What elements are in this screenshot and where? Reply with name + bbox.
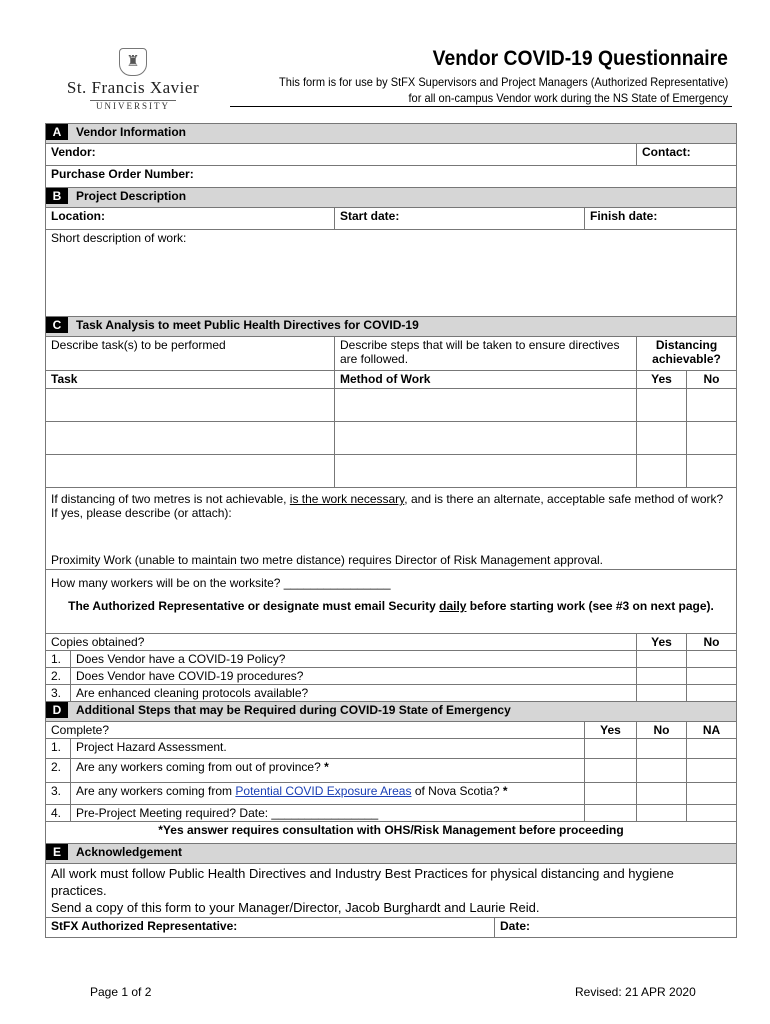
crest-icon: ♜ [119,48,147,76]
page-subtitle: This form is for use by StFX Supervisors and Project Managers (Authorized Representative) for all on-campus Vendor work during the NS State of Emergency [278,75,728,105]
section-b-header: B Project Description [46,188,737,208]
logo-name: St. Francis Xavier [66,78,200,97]
complete-label: Complete? [46,722,585,739]
additional-step-item: 4. Pre-Project Meeting required? Date: ________________ [46,805,737,822]
date-field[interactable]: Date: [495,918,737,938]
authorized-rep-field[interactable]: StFX Authorized Representative: [46,918,495,938]
start-date-field[interactable]: Start date: [335,208,585,230]
short-description-field[interactable]: Short description of work: [46,230,737,317]
distancing-label: Distancing achievable? [637,337,737,371]
copies-item: 3. Are enhanced cleaning protocols available? [46,685,737,702]
location-field[interactable]: Location: [46,208,335,230]
section-c-header: C Task Analysis to meet Public Health Directives for COVID-19 [46,317,737,337]
exposure-areas-link[interactable]: Potential COVID Exposure Areas [235,784,412,798]
method-header: Method of Work [335,371,637,389]
describe-tasks-label: Describe task(s) to be performed [46,337,335,371]
questionnaire-form: A Vendor Information Vendor: Contact: Purchase Order Number: B Project Description Location: Start date: Finish date: Short description of work: C Task Analysis to meet Public Health Directives for COVID-19 Describe task(s) to be performed Describe steps that will be taken to ensure directives are followed. Distancing achievable? Task Method of Work Yes No If distancing of two metres is not achievable, is the work necessary, and is there an alternate, acceptable safe method of work? If yes, please describe (or attach): Proximity Work (unable to maintain two metre distance) requires Director of Risk Management approval. How many workers will be on the worksite? ________________ The Authorized Representative or designate must email Security daily before starting work (see #3 on next page). Copies obtained? Yes No 1. Does Vendor have a COVID-19 Policy? 2. Does Vendor have COVID-19 procedures? 3. Are enhanced cleaning protocols available? D Additional Steps that may be Required during COVID-19 State of Emergency Complete? Yes No NA 1. Project Hazard Assessment. 2. Are any workers coming from out of province? * 3. Are any workers coming from Potential COVID Exposure Areas of Nova Scotia? * 4. Pre-Project Meeting required? Date: ________________ *Yes answer requires consultation with OHS/Risk Management before proceeding E Acknowledgement All work must follow Public Health Directives and Industry Best Practices for physical distancing and hygiene practices. Send a copy of this form to your Manager/Director, Jacob Burghardt and Laurie Reid. StFX Authorized Representative: Date: [45,123,737,938]
copies-label: Copies obtained? [46,634,637,651]
copies-item: 1. Does Vendor have a COVID-19 Policy? [46,651,737,668]
po-number-field[interactable]: Purchase Order Number: [46,166,737,188]
task-header: Task [46,371,335,389]
distancing-alternative-field[interactable]: If distancing of two metres is not achievable, is the work necessary, and is there an alternate, acceptable safe method of work? If yes, please describe (or attach): Proximity Work (unable to maintain two metre distance) requires Director of Risk Management approval. [46,488,737,570]
additional-step-item: 3. Are any workers coming from Potential COVID Exposure Areas of Nova Scotia? * [46,783,737,805]
proximity-note: Proximity Work (unable to maintain two metre distance) requires Director of Risk Management approval. [51,553,603,567]
page-number: Page 1 of 2 [90,985,152,999]
stfx-logo [58,48,208,112]
logo-university: UNIVERSITY [90,100,176,111]
task-row [46,455,737,488]
finish-date-field[interactable]: Finish date: [585,208,737,230]
workers-field[interactable]: How many workers will be on the worksite? ________________ The Authorized Representative or designate must email Security daily before starting work (see #3 on next page). [46,570,737,634]
task-row [46,389,737,422]
contact-field[interactable]: Contact: [637,144,737,166]
additional-step-item: 2. Are any workers coming from out of province? * [46,759,737,783]
security-email-note: The Authorized Representative or designate must email Security daily before starting work (see #3 on next page). [68,599,714,613]
no-header: No [687,371,737,389]
revised-date: Revised: 21 APR 2020 [575,985,696,999]
consultation-note: *Yes answer requires consultation with OHS/Risk Management before proceeding [46,822,737,844]
section-d-header: D Additional Steps that may be Required during COVID-19 State of Emergency [46,702,737,722]
section-a-header: A Vendor Information [46,124,737,144]
section-e-header: E Acknowledgement [46,844,737,864]
vendor-field[interactable]: Vendor: [46,144,637,166]
header-divider [230,106,732,107]
describe-steps-label: Describe steps that will be taken to ensure directives are followed. [335,337,637,371]
yes-header: Yes [637,371,687,389]
copies-item: 2. Does Vendor have COVID-19 procedures? [46,668,737,685]
acknowledgement-text: All work must follow Public Health Directives and Industry Best Practices for physical distancing and hygiene practices. Send a copy of this form to your Manager/Director, Jacob Burghardt and Laurie Reid. [46,864,737,918]
task-row [46,422,737,455]
page-title: Vendor COVID-19 Questionnaire [432,47,728,70]
additional-step-item: 1. Project Hazard Assessment. [46,739,737,759]
